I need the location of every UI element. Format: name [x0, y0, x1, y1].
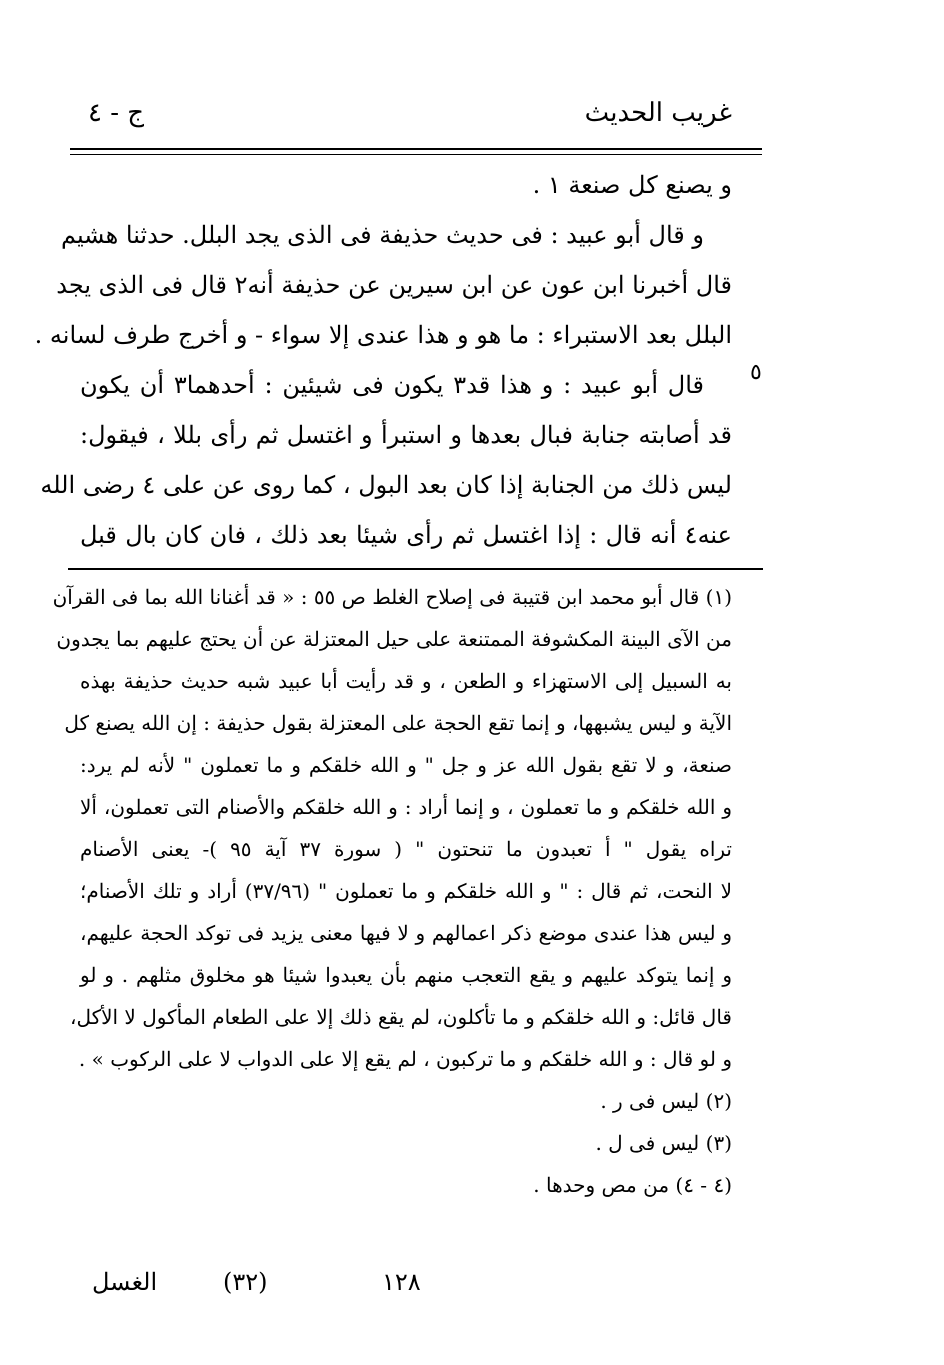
page-footer [0, 1268, 944, 1308]
body-line: قال أبو عبيد : و هذا قد٣ يكون فى شيئين : أحدهما٣ أن يكون [80, 371, 705, 399]
footnote-line: من الآى البينة المكشوفة الممتنعة على حيل المعتزلة عن أن يحتج عليهم بما يجدون [56, 627, 732, 651]
body-line: البلل بعد الاستبراء : ما هو و هذا عندى إلا سواء - و أخرج طرف لسانه . [34, 321, 732, 349]
footnote-line: تراه يقول " أ تعبدون ما تنحتون " ( سورة ٣٧ آية ٩٥ )- يعنى الأصنام [80, 837, 733, 861]
footnote-line: و إنما يتوكد عليهم و يقع التعجب منهم بأن يعبدوا شيئا هو مخلوق مثلهم . و لو [80, 963, 732, 987]
footnote-line: و ليس هذا عندى موضع ذكر اعمالهم و لا فيها معنى يزيد فى توكد الحجة عليهم، [80, 921, 732, 945]
footnote-separator [68, 568, 763, 570]
body-line: و قال أبو عبيد : فى حديث حذيفة فى الذى يجد البلل. حدثنا هشيم [60, 221, 704, 249]
footnote-line: صنعة، و لا تقع بقول الله عز و جل " و الله خلقكم و ما تعملون " لأنه لم يرد: [80, 753, 732, 777]
volume-indicator: ج - ٤ [88, 98, 145, 128]
running-header [80, 98, 732, 138]
footnote-line: و لو قال : و الله خلقكم و ما تركبون ، لم يقع إلا على الدواب لا على الركوب » . [78, 1047, 732, 1071]
book-title: غريب الحديث [584, 98, 732, 128]
footnotes [52, 576, 733, 1206]
footnote-line: لا النحت، ثم قال : " و الله خلقكم و ما تعملون " (٣٧/٩٦) أراد و تلك الأصنام؛ [80, 879, 732, 903]
body-line: قد أصابته جنابة فبال بعدها و استبرأ و اغتسل ثم رأى بللا ، فيقول: [80, 421, 732, 449]
footnote-line: (٢) ليس فى ر . [600, 1089, 732, 1113]
footnote-line: الآية و ليس يشبهها، و إنما تقع الحجة على المعتزلة بقول حذيفة : إن الله يصنع كل [64, 711, 732, 735]
footnote-line: (١) قال أبو محمد ابن قتيبة فى إصلاح الغلط ص ٥٥ : « قد أغنانا الله بما فى القرآن [52, 585, 732, 609]
footnote-line: (٣) ليس فى ل . [595, 1131, 732, 1155]
footnote-line: قال قائل: و الله خلقكم و ما تأكلون، لم يقع ذلك إلا على الطعام المأكول لا الأكل، [69, 1005, 732, 1029]
footnote-line: و الله خلقكم و ما تعملون ، و إنما أراد : و الله خلقكم والأصنام التى تعملون، ألا [80, 795, 732, 819]
footer-section-number: (٣٢) [223, 1268, 268, 1296]
footer-section-title: الغسل [92, 1268, 158, 1296]
body-line: قال أخبرنا ابن عون عن ابن سيرين عن حذيفة أنه٢ قال فى الذى يجد [56, 271, 732, 299]
page-number: ١٢٨ [382, 1268, 421, 1296]
header-rule-thick [70, 148, 762, 150]
main-text [34, 160, 732, 560]
body-line: ليس ذلك من الجنابة إذا كان بعد البول ، كما روى عن على ٤ رضى الله [40, 471, 732, 499]
body-line: عنه٤ أنه قال : إذا اغتسل ثم رأى شيئا بعد ذلك ، فان كان بال قبل [80, 521, 732, 549]
footnote-line: به السبيل إلى الاستهزاء و الطعن ، و قد رأيت أبا عبيد شبه حديث حذيفة بهذه [80, 669, 732, 693]
body-line: و يصنع كل صنعة ١ . [532, 171, 732, 199]
line-number-marker: ٥ [750, 360, 762, 385]
footnote-line: (٤ - ٤) من مص وحدها . [533, 1173, 732, 1197]
header-rule-thin [70, 154, 762, 155]
